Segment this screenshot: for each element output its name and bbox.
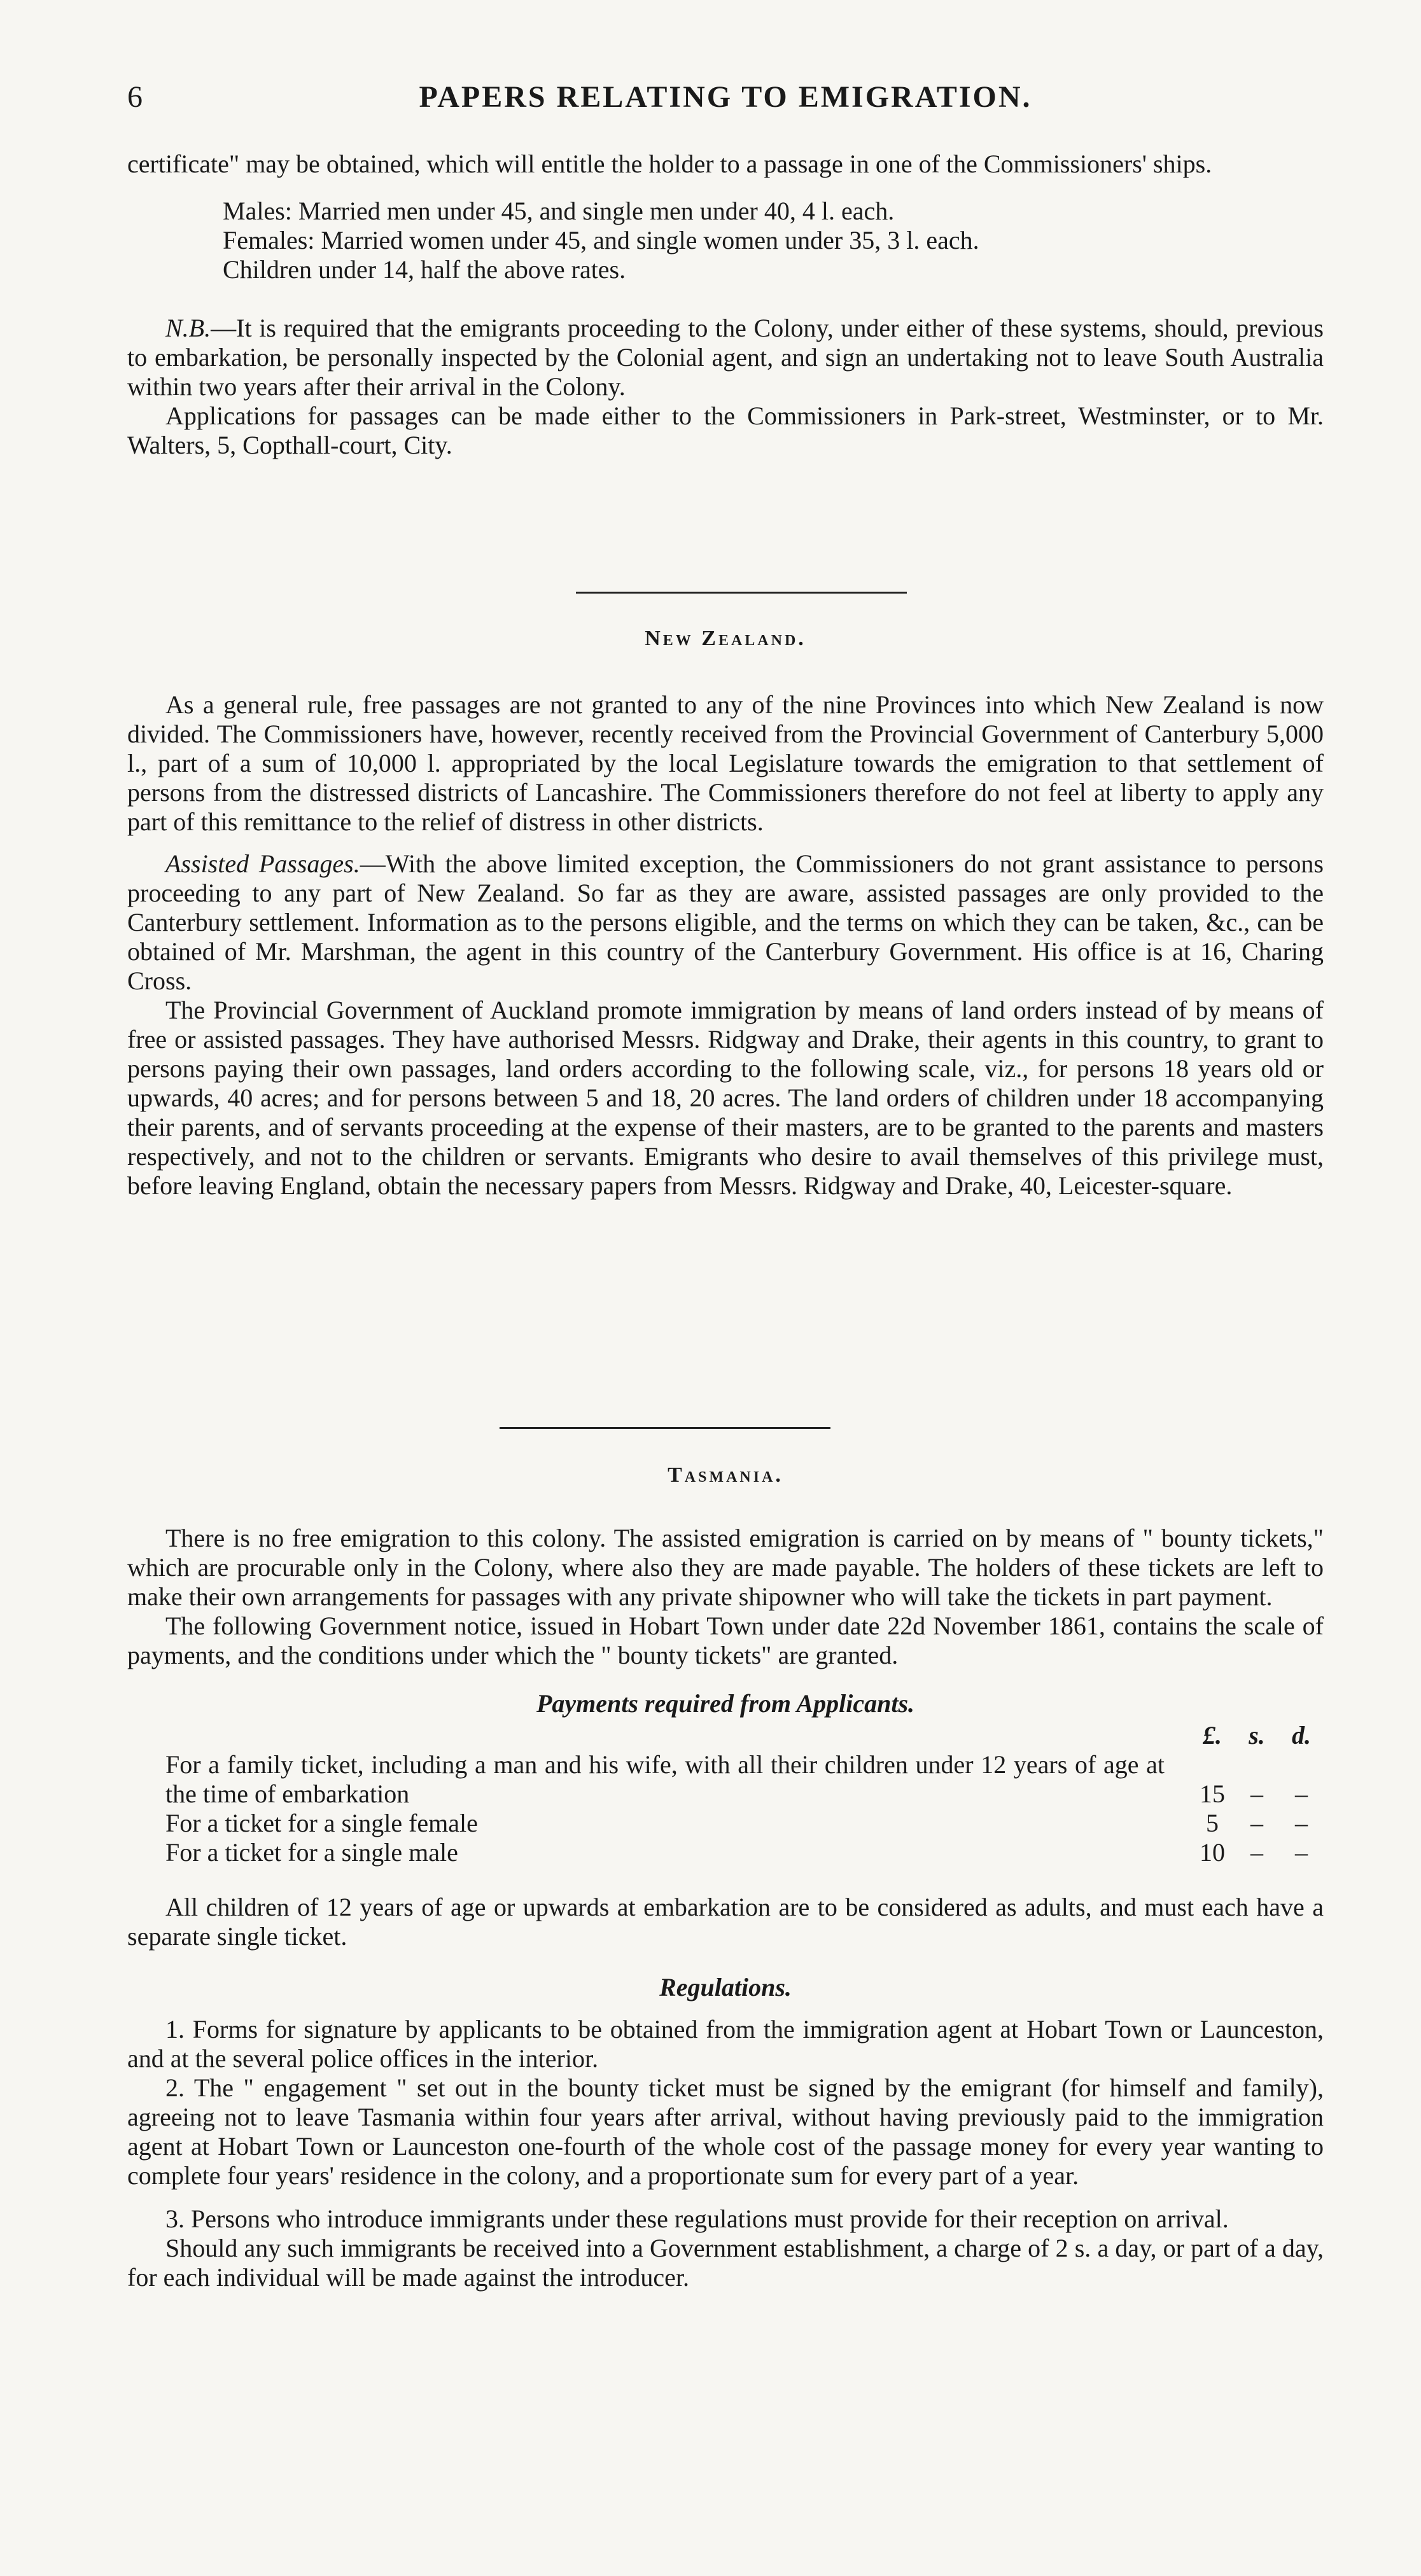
regulation-2: 2. The " engagement " set out in the bounty ticket must be signed by the emigrant (for himself and family), agreeing not to leave Tasmania within four years after arrival, without having previously paid to the immigration agent at Hobart Town or Launceston one-fourth of the whole cost of the passage money for every year wanting to complete four years' residence in the colony, and a proportionate sum for every part of a year. (127, 2073, 1324, 2190)
section-rule (500, 1427, 830, 1429)
pounds-header: £. (1203, 1721, 1222, 1750)
nz-paragraph-3: The Provincial Government of Auckland promote immigration by means of land orders instead of by means of free or assisted passages. They have authorised Messrs. Ridgway and Drake, their agents in this country, to grant to persons paying their own passages, land orders according to the following scale, viz., for persons 18 years old or upwards, 40 acres; and for persons between 5 and 18, 20 acres. The land orders of children under 18 accompanying their parents, and of servants proceeding at the expense of their masters, are to be granted to the parents and masters respectively, and not to the children or servants. Emigrants who desire to avail themselves of this privilege must, before leaving England, obtain the necessary papers from Messrs. Ridgway and Drake, 40, Leicester-square. (127, 996, 1324, 1200)
page-header (127, 80, 1324, 124)
assisted-passages-label: Assisted Passages. (165, 849, 360, 878)
applications-paragraph: Applications for passages can be made either to the Commissioners in Park-street, Westminster, or to Mr. Walters, 5, Copthall-court, City. (127, 401, 1324, 459)
female-ticket-pounds: 5 (1206, 1809, 1219, 1837)
nb-text: —It is required that the emigrants proceeding to the Colony, under either of these systems, should, previous to embarkation, be personally inspected by the Colonial agent, and sign an undertaking not to leave South Australia within two years after their arrival in the Colony. (127, 314, 1324, 401)
family-ticket-label: For a family ticket, including a man and his wife, with all their children under 12 years of age at the time of embarkation (165, 1750, 1165, 1808)
new-zealand-heading: New Zealand. (645, 627, 806, 650)
regulation-3-note: Should any such immigrants be received into a Government establishment, a charge of 2 s. a day, or part of a day, for each individual will be made against the introducer. (127, 2234, 1324, 2292)
currency-header-row (127, 1721, 1324, 1750)
continuation-paragraph: certificate" may be obtained, which will entitle the holder to a passage in one of the Commissioners' ships. (127, 150, 1212, 178)
running-title: PAPERS RELATING TO EMIGRATION. (419, 80, 1032, 114)
regulation-3: 3. Persons who introduce immigrants under these regulations must provide for their reception on arrival. (165, 2204, 1229, 2233)
female-ticket-pence: – (1295, 1809, 1308, 1837)
shillings-header: s. (1249, 1721, 1265, 1750)
rate-males: Males: Married men under 45, and single men under 40, 4 l. each. (223, 197, 895, 225)
page-number: 6 (127, 80, 143, 114)
rate-children: Children under 14, half the above rates. (223, 255, 626, 284)
tas-paragraph-2: The following Government notice, issued in Hobart Town under date 22d November 1861, contains the scale of payments, and the conditions under which the " bounty tickets" are granted. (127, 1612, 1324, 1669)
tas-paragraph-1: There is no free emigration to this colony. The assisted emigration is carried on by means of " bounty tickets," which are procurable only in the Colony, where also they are made payable. The holders of these tickets are left to make their own arrangements for passages with any private shipowner who will take the tickets in part payment. (127, 1524, 1324, 1611)
male-ticket-shillings: – (1250, 1838, 1263, 1867)
south-australia-section (127, 150, 1324, 460)
male-ticket-pence: – (1295, 1838, 1308, 1867)
tasmania-heading: Tasmania. (668, 1463, 783, 1487)
assisted-passages-text: —With the above limited exception, the Commissioners do not grant assistance to persons proceeding to any part of New Zealand. So far as they are aware, assisted passages are only provided to the Canterbury settlement. Information as to the persons eligible, and the terms on which they can be taken, &c., can be obtained of Mr. Marshman, the agent in this country of the Canterbury Government. His office is at 16, Charing Cross. (127, 849, 1324, 995)
table-row (127, 1809, 1324, 1838)
regulation-1: 1. Forms for signature by applicants to be obtained from the immigration agent at Hobart Town or Launceston, and at the several police offices in the interior. (127, 2015, 1324, 2073)
female-ticket-label: For a ticket for a single female (165, 1809, 478, 1837)
family-ticket-pence: – (1295, 1779, 1308, 1808)
female-ticket-shillings: – (1250, 1809, 1263, 1837)
pence-header: d. (1292, 1721, 1311, 1750)
payments-heading: Payments required from Applicants. (536, 1689, 915, 1718)
children-note: All children of 12 years of age or upwards at embarkation are to be considered as adults, and must each have a separate single ticket. (127, 1893, 1324, 1951)
rate-females: Females: Married women under 45, and single women under 35, 3 l. each. (223, 226, 979, 254)
section-rule (576, 592, 907, 594)
nz-paragraph-1: As a general rule, free passages are not granted to any of the nine Provinces into which New Zealand is now divided. The Commissioners have, however, recently received from the Provincial Government of Canterbury 5,000 l., part of a sum of 10,000 l. appropriated by the local Legislature towards the emigration to that settlement of persons from the distressed districts of Lancashire. The Commissioners therefore do not feel at liberty to apply any part of this remittance to the relief of distress in other districts. (127, 690, 1324, 836)
nb-paragraph (127, 314, 1324, 401)
nb-label: N.B. (165, 314, 211, 342)
nz-paragraph-2 (127, 849, 1324, 996)
male-ticket-label: For a ticket for a single male (165, 1838, 458, 1867)
table-row (127, 1750, 1324, 1809)
table-row (127, 1838, 1324, 1867)
regulations-heading: Regulations. (659, 1973, 792, 2002)
rates-list (223, 197, 1324, 284)
family-ticket-shillings: – (1250, 1779, 1263, 1808)
new-zealand-section (127, 690, 1324, 1201)
payments-table (127, 1721, 1324, 1867)
tasmania-section (127, 1524, 1324, 2292)
male-ticket-pounds: 10 (1200, 1838, 1225, 1867)
family-ticket-pounds: 15 (1200, 1779, 1225, 1808)
